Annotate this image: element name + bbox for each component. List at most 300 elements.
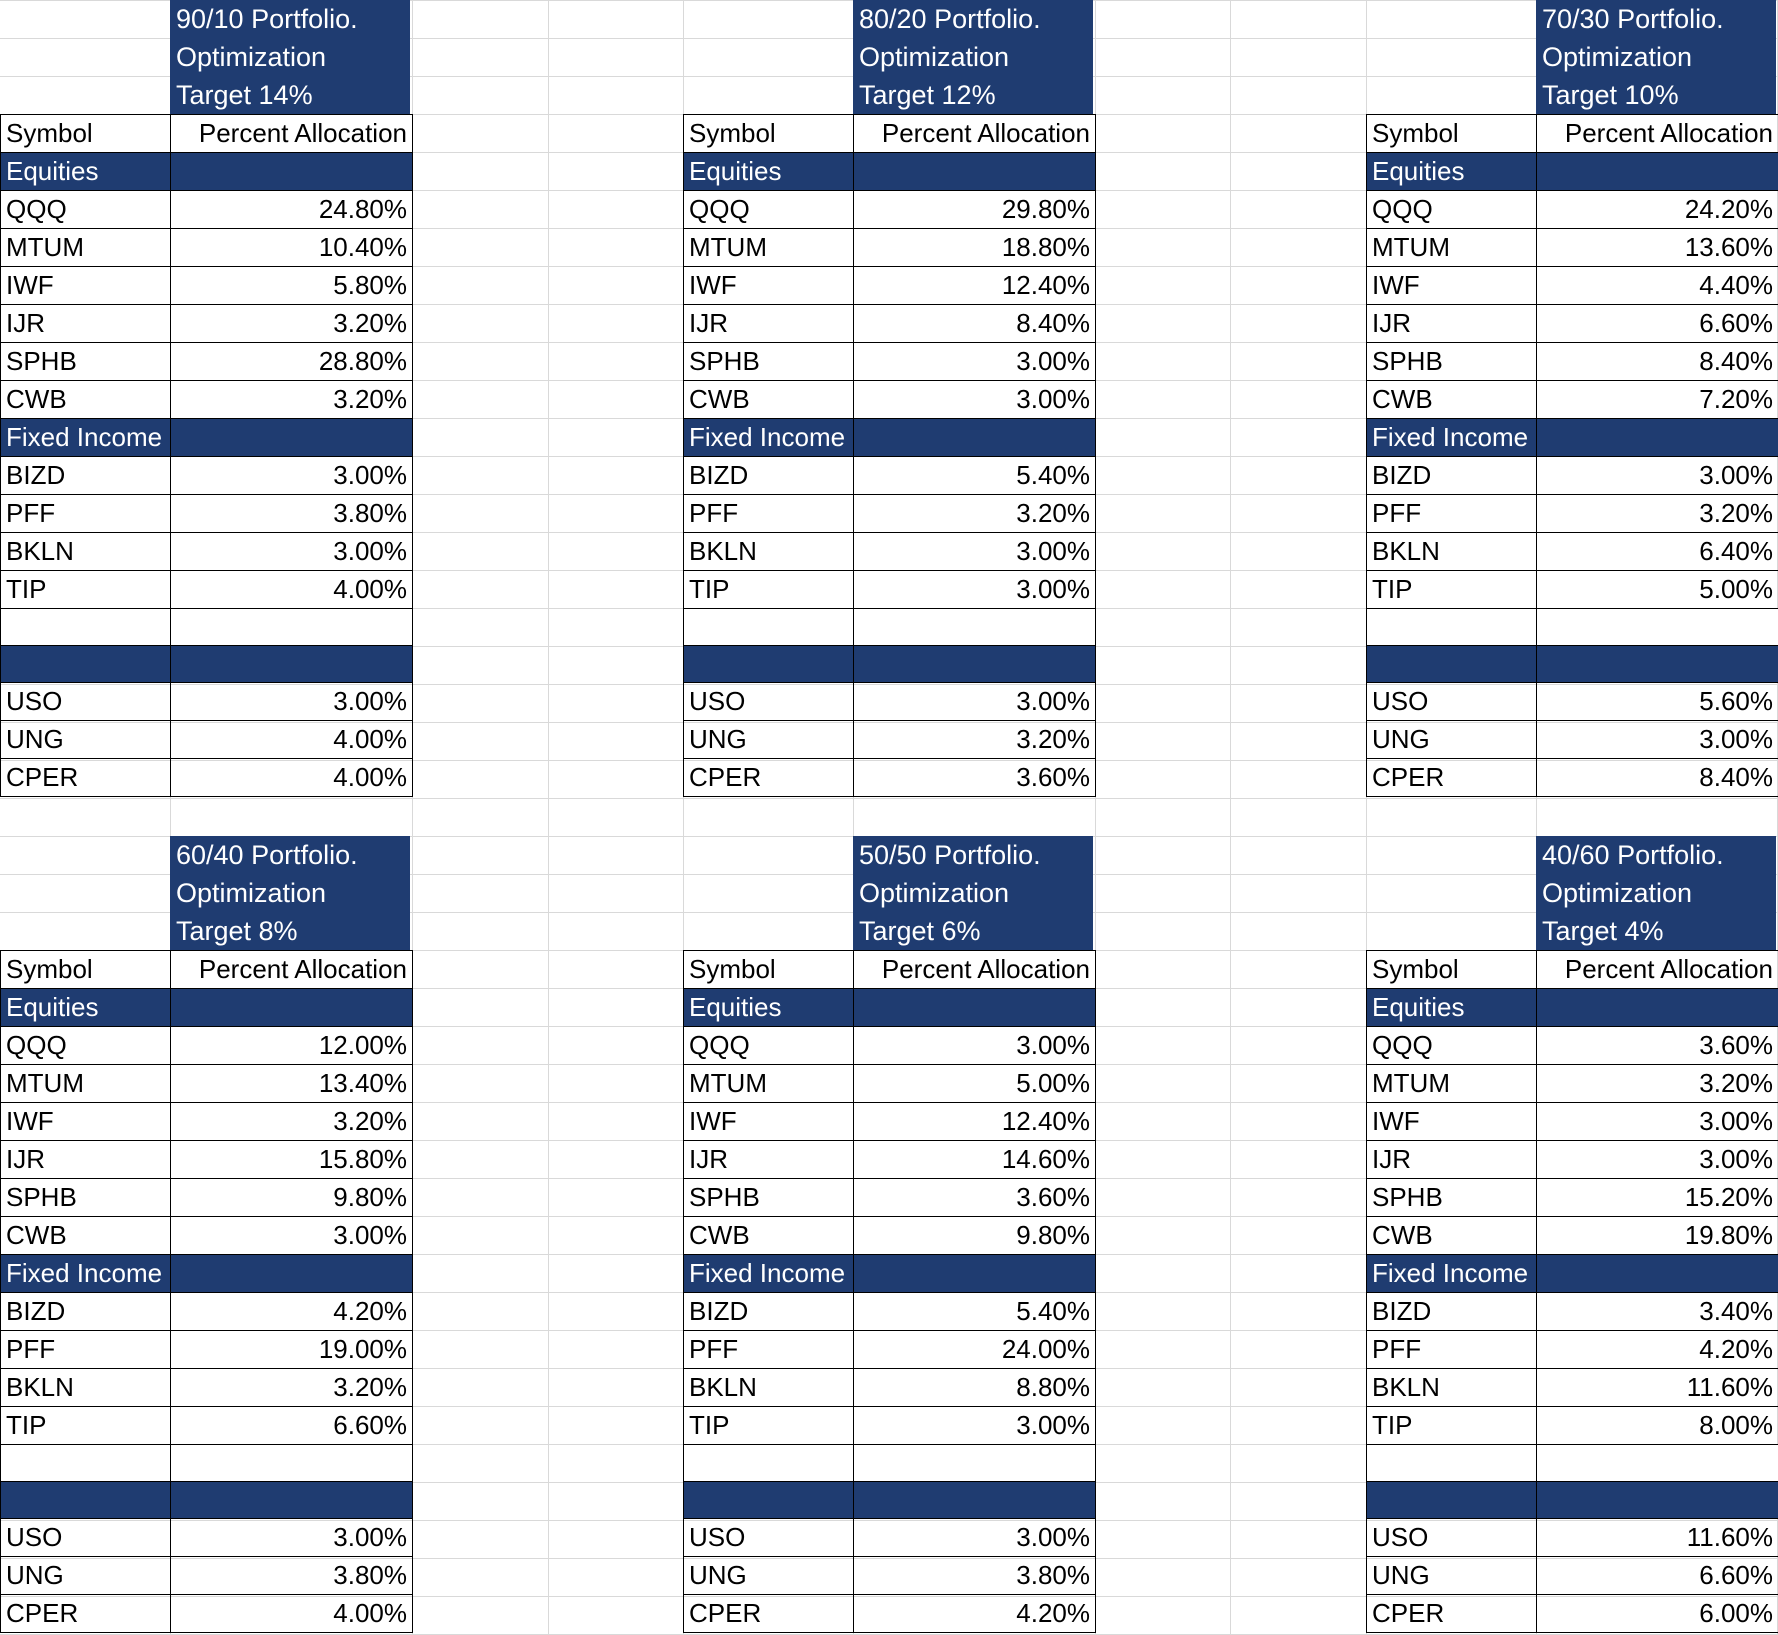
section-label-equities[interactable]: Equities [1, 153, 171, 191]
allocation-cell[interactable]: 24.80% [171, 191, 413, 229]
percent-allocation-header[interactable]: Percent Allocation [1537, 115, 1778, 153]
table-row [1, 683, 413, 721]
symbol-cell[interactable]: IWF [1, 267, 171, 305]
symbol-cell[interactable]: CPER [684, 759, 854, 797]
section-band-cell[interactable] [1537, 989, 1778, 1027]
section-band-cell[interactable] [1537, 646, 1778, 683]
table-row [1367, 533, 1778, 571]
section-band-cell[interactable] [171, 1255, 413, 1293]
portfolio-title [1536, 836, 1776, 950]
section-band-cell[interactable] [171, 989, 413, 1027]
allocation-cell[interactable]: 3.00% [854, 571, 1096, 609]
table-row [1, 533, 413, 571]
table-row [684, 533, 1096, 571]
table-row [684, 1103, 1096, 1141]
symbol-cell[interactable]: IWF [684, 1103, 854, 1141]
allocation-cell[interactable]: 3.20% [171, 305, 413, 343]
symbol-cell[interactable]: QQQ [1, 1027, 171, 1065]
section-label-equities[interactable]: Equities [1367, 989, 1537, 1027]
table-row [1, 1103, 413, 1141]
allocation-cell[interactable]: 11.60% [1537, 1519, 1778, 1557]
symbol-cell[interactable]: SPHB [1367, 343, 1537, 381]
allocation-cell[interactable]: 3.60% [1537, 1027, 1778, 1065]
section-band-cell[interactable] [171, 1482, 413, 1519]
allocation-cell[interactable]: 8.40% [1537, 343, 1778, 381]
percent-allocation-header[interactable]: Percent Allocation [1537, 951, 1778, 989]
symbol-cell[interactable]: UNG [1, 721, 171, 759]
symbol-cell[interactable]: CPER [1367, 1595, 1537, 1633]
symbol-cell[interactable]: SPHB [684, 1179, 854, 1217]
symbol-cell[interactable]: CWB [1, 1217, 171, 1255]
table-row [1367, 381, 1778, 419]
allocation-cell[interactable]: 8.40% [1537, 759, 1778, 797]
table-header-row [1367, 115, 1778, 153]
allocation-cell[interactable]: 8.40% [854, 305, 1096, 343]
portfolio-title-line: 70/30 Portfolio. [1542, 4, 1724, 34]
symbol-cell[interactable]: BIZD [684, 457, 854, 495]
symbol-cell[interactable]: SPHB [684, 343, 854, 381]
symbol-cell[interactable]: TIP [1, 1407, 171, 1445]
table-row [1, 1407, 413, 1445]
table-row [1, 571, 413, 609]
section-label-fixed-income[interactable]: Fixed Income [1367, 1255, 1537, 1293]
symbol-cell[interactable]: PFF [1, 495, 171, 533]
table-row [684, 1519, 1096, 1557]
table-row [684, 1331, 1096, 1369]
symbol-cell[interactable]: IWF [1367, 267, 1537, 305]
symbol-cell[interactable]: BKLN [684, 1369, 854, 1407]
empty-cell[interactable] [684, 609, 854, 646]
percent-allocation-header[interactable]: Percent Allocation [171, 115, 413, 153]
allocation-cell[interactable]: 8.80% [854, 1369, 1096, 1407]
allocation-cell[interactable]: 15.80% [171, 1141, 413, 1179]
symbol-cell[interactable]: PFF [1367, 495, 1537, 533]
section-row [1367, 153, 1778, 191]
table-row [1, 1369, 413, 1407]
allocation-table [1366, 950, 1778, 1633]
section-band-cell[interactable] [854, 989, 1096, 1027]
symbol-cell[interactable]: TIP [1367, 1407, 1537, 1445]
symbol-cell[interactable]: BKLN [684, 533, 854, 571]
section-label-fixed-income[interactable]: Fixed Income [1, 1255, 171, 1293]
section-band-cell[interactable] [1, 1482, 171, 1519]
symbol-cell[interactable]: BIZD [1, 457, 171, 495]
table-row [1367, 1595, 1778, 1633]
symbol-cell[interactable]: IWF [1367, 1103, 1537, 1141]
empty-cell[interactable] [1537, 609, 1778, 646]
allocation-cell[interactable]: 3.60% [854, 1179, 1096, 1217]
allocation-cell[interactable]: 5.00% [1537, 571, 1778, 609]
section-band-cell[interactable] [1367, 646, 1537, 683]
symbol-cell[interactable]: UNG [684, 1557, 854, 1595]
blank-row [1, 1445, 413, 1482]
allocation-cell[interactable]: 4.20% [171, 1293, 413, 1331]
table-row [684, 759, 1096, 797]
symbol-cell[interactable]: USO [1367, 1519, 1537, 1557]
table-row [1, 1331, 413, 1369]
allocation-cell[interactable]: 5.40% [854, 1293, 1096, 1331]
allocation-cell[interactable]: 10.40% [171, 229, 413, 267]
gridline-horizontal [0, 798, 1778, 799]
table-row [1367, 1293, 1778, 1331]
allocation-table [0, 950, 413, 1633]
section-row [1, 1482, 413, 1519]
table-row [1367, 1179, 1778, 1217]
portfolio-title-line: Target 8% [176, 916, 298, 946]
allocation-cell[interactable]: 24.20% [1537, 191, 1778, 229]
allocation-cell[interactable]: 4.00% [171, 721, 413, 759]
empty-cell[interactable] [1, 609, 171, 646]
symbol-cell[interactable]: IJR [1367, 305, 1537, 343]
allocation-cell[interactable]: 3.20% [854, 495, 1096, 533]
section-band-cell[interactable] [854, 153, 1096, 191]
section-label-equities[interactable]: Equities [684, 153, 854, 191]
symbol-cell[interactable]: PFF [684, 495, 854, 533]
table-row [1367, 305, 1778, 343]
allocation-cell[interactable]: 5.00% [854, 1065, 1096, 1103]
symbol-header[interactable]: Symbol [684, 951, 854, 989]
portfolio-title-line: Target 6% [859, 916, 981, 946]
table-row [1367, 1407, 1778, 1445]
section-band-cell[interactable] [171, 419, 413, 457]
symbol-cell[interactable]: UNG [1, 1557, 171, 1595]
symbol-cell[interactable]: CWB [1, 381, 171, 419]
symbol-cell[interactable]: TIP [684, 1407, 854, 1445]
portfolio-title-line: Optimization [176, 42, 327, 72]
symbol-cell[interactable]: BIZD [684, 1293, 854, 1331]
section-row [684, 419, 1096, 457]
allocation-cell[interactable]: 24.00% [854, 1331, 1096, 1369]
section-band-cell[interactable] [171, 646, 413, 683]
symbol-cell[interactable]: CPER [1367, 759, 1537, 797]
allocation-cell[interactable]: 3.20% [171, 1103, 413, 1141]
symbol-cell[interactable]: UNG [684, 721, 854, 759]
section-label-fixed-income[interactable]: Fixed Income [1367, 419, 1537, 457]
allocation-cell[interactable]: 3.80% [171, 495, 413, 533]
allocation-cell[interactable]: 5.60% [1537, 683, 1778, 721]
portfolio-title-line: Target 4% [1542, 916, 1664, 946]
symbol-cell[interactable]: IJR [1, 305, 171, 343]
table-row [684, 267, 1096, 305]
allocation-cell[interactable]: 3.00% [1537, 1141, 1778, 1179]
allocation-cell[interactable]: 4.00% [171, 1595, 413, 1633]
table-header-row [684, 951, 1096, 989]
symbol-cell[interactable]: USO [1, 683, 171, 721]
portfolio-title-line: Optimization [1542, 878, 1693, 908]
allocation-cell[interactable]: 3.40% [1537, 1293, 1778, 1331]
percent-allocation-header[interactable]: Percent Allocation [854, 951, 1096, 989]
section-band-cell[interactable] [1537, 1255, 1778, 1293]
symbol-cell[interactable]: TIP [1, 571, 171, 609]
section-band-cell[interactable] [854, 419, 1096, 457]
section-row [684, 153, 1096, 191]
symbol-cell[interactable]: IJR [684, 305, 854, 343]
allocation-cell[interactable]: 6.00% [1537, 1595, 1778, 1633]
allocation-cell[interactable]: 6.60% [171, 1407, 413, 1445]
symbol-cell[interactable]: IJR [684, 1141, 854, 1179]
empty-cell[interactable] [1367, 609, 1537, 646]
table-row [1, 267, 413, 305]
empty-cell[interactable] [1, 1445, 171, 1482]
symbol-cell[interactable]: BIZD [1, 1293, 171, 1331]
symbol-cell[interactable]: TIP [1367, 571, 1537, 609]
allocation-table [1366, 114, 1778, 797]
symbol-cell[interactable]: SPHB [1, 1179, 171, 1217]
allocation-cell[interactable]: 3.00% [854, 1027, 1096, 1065]
symbol-cell[interactable]: USO [684, 1519, 854, 1557]
allocation-cell[interactable]: 4.00% [171, 759, 413, 797]
allocation-cell[interactable]: 3.20% [171, 381, 413, 419]
symbol-cell[interactable]: QQQ [1367, 191, 1537, 229]
allocation-cell[interactable]: 12.40% [854, 1103, 1096, 1141]
allocation-cell[interactable]: 12.00% [171, 1027, 413, 1065]
allocation-cell[interactable]: 4.20% [1537, 1331, 1778, 1369]
symbol-cell[interactable]: QQQ [684, 191, 854, 229]
percent-allocation-header[interactable]: Percent Allocation [171, 951, 413, 989]
table-row [684, 683, 1096, 721]
symbol-cell[interactable]: CWB [1367, 1217, 1537, 1255]
symbol-cell[interactable]: QQQ [1, 191, 171, 229]
symbol-cell[interactable]: UNG [1367, 1557, 1537, 1595]
symbol-cell[interactable]: MTUM [684, 229, 854, 267]
table-header-row [1, 951, 413, 989]
section-label-equities[interactable]: Equities [684, 989, 854, 1027]
allocation-cell[interactable]: 4.20% [854, 1595, 1096, 1633]
symbol-header[interactable]: Symbol [1, 115, 171, 153]
table-row [1367, 721, 1778, 759]
table-row [1367, 1027, 1778, 1065]
symbol-cell[interactable]: IWF [684, 267, 854, 305]
symbol-cell[interactable]: PFF [684, 1331, 854, 1369]
allocation-cell[interactable]: 3.00% [171, 1519, 413, 1557]
allocation-cell[interactable]: 9.80% [171, 1179, 413, 1217]
symbol-cell[interactable]: QQQ [684, 1027, 854, 1065]
section-band-cell[interactable] [684, 646, 854, 683]
table-row [1, 381, 413, 419]
empty-cell[interactable] [1537, 1445, 1778, 1482]
section-band-cell[interactable] [1, 646, 171, 683]
table-header-row [1, 115, 413, 153]
symbol-cell[interactable]: CPER [1, 759, 171, 797]
symbol-cell[interactable]: CPER [684, 1595, 854, 1633]
allocation-cell[interactable]: 3.00% [854, 683, 1096, 721]
allocation-cell[interactable]: 13.40% [171, 1065, 413, 1103]
section-band-cell[interactable] [1537, 419, 1778, 457]
table-row [684, 1179, 1096, 1217]
empty-cell[interactable] [854, 609, 1096, 646]
symbol-cell[interactable]: CWB [1367, 381, 1537, 419]
table-row [1367, 1217, 1778, 1255]
allocation-cell[interactable]: 3.80% [854, 1557, 1096, 1595]
allocation-cell[interactable]: 6.60% [1537, 1557, 1778, 1595]
allocation-cell[interactable]: 5.40% [854, 457, 1096, 495]
symbol-cell[interactable]: SPHB [1367, 1179, 1537, 1217]
symbol-cell[interactable]: BKLN [1, 1369, 171, 1407]
symbol-header[interactable]: Symbol [1367, 951, 1537, 989]
symbol-cell[interactable]: BKLN [1367, 533, 1537, 571]
section-band-cell[interactable] [854, 1255, 1096, 1293]
table-row [1367, 495, 1778, 533]
allocation-cell[interactable]: 3.00% [171, 533, 413, 571]
allocation-cell[interactable]: 3.00% [854, 1407, 1096, 1445]
section-row [1367, 419, 1778, 457]
allocation-cell[interactable]: 6.60% [1537, 305, 1778, 343]
allocation-cell[interactable]: 3.00% [854, 1519, 1096, 1557]
table-row [1367, 191, 1778, 229]
allocation-cell[interactable]: 3.00% [854, 533, 1096, 571]
section-row [684, 646, 1096, 683]
symbol-cell[interactable]: USO [684, 683, 854, 721]
table-row [1367, 1519, 1778, 1557]
allocation-cell[interactable]: 3.00% [171, 457, 413, 495]
empty-cell[interactable] [171, 609, 413, 646]
blank-row [1367, 609, 1778, 646]
allocation-cell[interactable]: 3.80% [171, 1557, 413, 1595]
allocation-cell[interactable]: 15.20% [1537, 1179, 1778, 1217]
allocation-cell[interactable]: 4.40% [1537, 267, 1778, 305]
symbol-cell[interactable]: TIP [684, 571, 854, 609]
allocation-cell[interactable]: 11.60% [1537, 1369, 1778, 1407]
symbol-cell[interactable]: SPHB [1, 343, 171, 381]
symbol-cell[interactable]: BIZD [1367, 457, 1537, 495]
table-row [1367, 1103, 1778, 1141]
table-row [1367, 1065, 1778, 1103]
symbol-cell[interactable]: IWF [1, 1103, 171, 1141]
allocation-cell[interactable]: 4.00% [171, 571, 413, 609]
allocation-table [0, 114, 413, 797]
allocation-cell[interactable]: 5.80% [171, 267, 413, 305]
symbol-cell[interactable]: PFF [1367, 1331, 1537, 1369]
symbol-cell[interactable]: MTUM [684, 1065, 854, 1103]
allocation-cell[interactable]: 19.00% [171, 1331, 413, 1369]
symbol-cell[interactable]: MTUM [1367, 1065, 1537, 1103]
table-row [684, 495, 1096, 533]
table-row [1, 229, 413, 267]
allocation-cell[interactable]: 9.80% [854, 1217, 1096, 1255]
symbol-cell[interactable]: MTUM [1367, 229, 1537, 267]
allocation-cell[interactable]: 3.00% [1537, 457, 1778, 495]
section-band-cell[interactable] [854, 1482, 1096, 1519]
section-band-cell[interactable] [1537, 1482, 1778, 1519]
table-row [1367, 457, 1778, 495]
allocation-cell[interactable]: 13.60% [1537, 229, 1778, 267]
allocation-cell[interactable]: 3.00% [1537, 721, 1778, 759]
table-header-row [1367, 951, 1778, 989]
symbol-cell[interactable]: MTUM [1, 1065, 171, 1103]
table-row [684, 1027, 1096, 1065]
table-row [1367, 229, 1778, 267]
table-row [1, 343, 413, 381]
table-row [1367, 1557, 1778, 1595]
table-row [684, 343, 1096, 381]
section-label-fixed-income[interactable]: Fixed Income [684, 1255, 854, 1293]
section-band-cell[interactable] [1367, 1482, 1537, 1519]
portfolio-title-line: 80/20 Portfolio. [859, 4, 1041, 34]
symbol-header[interactable]: Symbol [1, 951, 171, 989]
table-row [684, 1407, 1096, 1445]
allocation-cell[interactable]: 3.20% [854, 721, 1096, 759]
allocation-cell[interactable]: 7.20% [1537, 381, 1778, 419]
symbol-cell[interactable]: PFF [1, 1331, 171, 1369]
allocation-cell[interactable]: 3.00% [1537, 1103, 1778, 1141]
empty-cell[interactable] [854, 1445, 1096, 1482]
table-row [1, 1217, 413, 1255]
empty-cell[interactable] [1367, 1445, 1537, 1482]
symbol-cell[interactable]: BIZD [1367, 1293, 1537, 1331]
allocation-cell[interactable]: 8.00% [1537, 1407, 1778, 1445]
symbol-cell[interactable]: CPER [1, 1595, 171, 1633]
percent-allocation-header[interactable]: Percent Allocation [854, 115, 1096, 153]
section-label-equities[interactable]: Equities [1367, 153, 1537, 191]
symbol-cell[interactable]: MTUM [1, 229, 171, 267]
section-label-equities[interactable]: Equities [1, 989, 171, 1027]
table-row [1367, 683, 1778, 721]
symbol-cell[interactable]: USO [1, 1519, 171, 1557]
symbol-cell[interactable]: IJR [1, 1141, 171, 1179]
table-row [684, 191, 1096, 229]
allocation-cell[interactable]: 3.00% [171, 683, 413, 721]
table-row [684, 1217, 1096, 1255]
portfolio-title [853, 836, 1093, 950]
symbol-cell[interactable]: QQQ [1367, 1027, 1537, 1065]
symbol-header[interactable]: Symbol [1367, 115, 1537, 153]
section-row [1367, 1482, 1778, 1519]
allocation-cell[interactable]: 14.60% [854, 1141, 1096, 1179]
allocation-cell[interactable]: 29.80% [854, 191, 1096, 229]
section-band-cell[interactable] [684, 1482, 854, 1519]
section-band-cell[interactable] [1537, 153, 1778, 191]
section-band-cell[interactable] [171, 153, 413, 191]
allocation-cell[interactable]: 3.00% [171, 1217, 413, 1255]
allocation-cell[interactable]: 18.80% [854, 229, 1096, 267]
section-band-cell[interactable] [854, 646, 1096, 683]
allocation-cell[interactable]: 19.80% [1537, 1217, 1778, 1255]
allocation-cell[interactable]: 28.80% [171, 343, 413, 381]
table-row [1367, 1369, 1778, 1407]
symbol-cell[interactable]: BKLN [1, 533, 171, 571]
symbol-cell[interactable]: BKLN [1367, 1369, 1537, 1407]
symbol-cell[interactable]: CWB [684, 1217, 854, 1255]
symbol-cell[interactable]: IJR [1367, 1141, 1537, 1179]
table-row [1367, 343, 1778, 381]
table-row [684, 1369, 1096, 1407]
allocation-cell[interactable]: 3.20% [171, 1369, 413, 1407]
table-row [1, 1595, 413, 1633]
empty-cell[interactable] [684, 1445, 854, 1482]
section-row [684, 1482, 1096, 1519]
empty-cell[interactable] [171, 1445, 413, 1482]
section-row [1367, 646, 1778, 683]
section-label-fixed-income[interactable]: Fixed Income [1, 419, 171, 457]
portfolio-title-line: Target 14% [176, 80, 313, 110]
allocation-cell[interactable]: 3.00% [854, 381, 1096, 419]
allocation-cell[interactable]: 3.00% [854, 343, 1096, 381]
symbol-cell[interactable]: CWB [684, 381, 854, 419]
allocation-cell[interactable]: 12.40% [854, 267, 1096, 305]
allocation-cell[interactable]: 3.20% [1537, 1065, 1778, 1103]
symbol-cell[interactable]: USO [1367, 683, 1537, 721]
portfolio-title-line: 50/50 Portfolio. [859, 840, 1041, 870]
allocation-cell[interactable]: 6.40% [1537, 533, 1778, 571]
allocation-cell[interactable]: 3.60% [854, 759, 1096, 797]
symbol-cell[interactable]: UNG [1367, 721, 1537, 759]
portfolio-title-line: Optimization [859, 878, 1010, 908]
symbol-header[interactable]: Symbol [684, 115, 854, 153]
table-row [1, 1519, 413, 1557]
section-label-fixed-income[interactable]: Fixed Income [684, 419, 854, 457]
table-row [684, 381, 1096, 419]
allocation-cell[interactable]: 3.20% [1537, 495, 1778, 533]
